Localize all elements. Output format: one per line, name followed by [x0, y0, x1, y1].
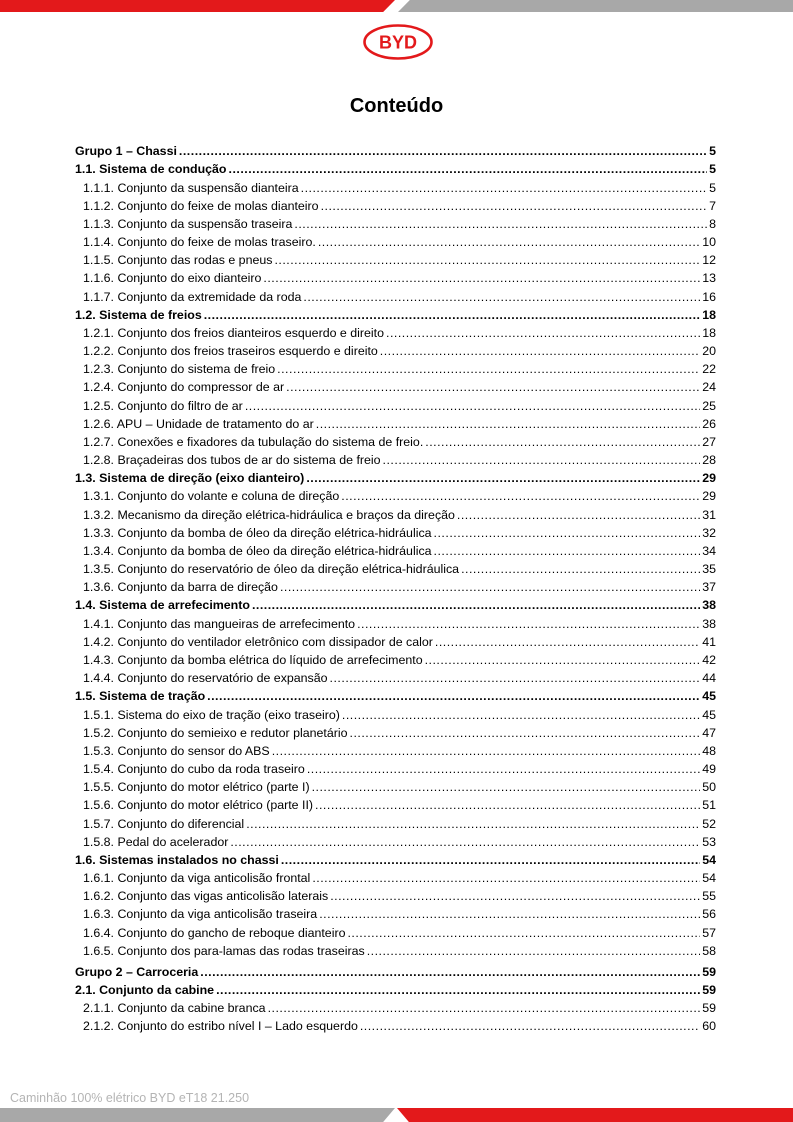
toc-entry-label: 1.5.4. Conjunto do cubo da roda traseiro [83, 762, 305, 777]
toc-page-number: 24 [702, 380, 716, 395]
toc-dot-leader [294, 217, 707, 231]
toc-dot-leader [301, 181, 707, 195]
toc-section-entry[interactable] [75, 594, 716, 612]
toc-section-entry[interactable] [75, 849, 716, 867]
footer-text: Caminhão 100% elétrico BYD eT18 21.250 [10, 1091, 250, 1105]
toc-item-entry[interactable] [75, 903, 716, 921]
toc-page-number: 45 [702, 707, 716, 722]
toc-page-number: 42 [702, 652, 716, 667]
toc-dot-leader [434, 544, 701, 558]
toc-dot-leader [280, 580, 700, 594]
toc-item-entry[interactable] [75, 740, 716, 758]
toc-page-number: 31 [702, 507, 716, 522]
toc-item-entry[interactable] [75, 612, 716, 630]
toc-page-number: 26 [702, 416, 716, 431]
toc-page-number: 59 [702, 964, 716, 979]
toc-item-entry[interactable] [75, 176, 716, 194]
header-red-band [0, 0, 395, 12]
toc-item-entry[interactable] [75, 267, 716, 285]
toc-dot-leader [263, 271, 700, 285]
toc-page-number: 47 [702, 725, 716, 740]
toc-page-number: 37 [702, 580, 716, 595]
toc-dot-leader [457, 508, 700, 522]
toc-dot-leader [315, 798, 700, 812]
toc-item-entry[interactable] [75, 322, 716, 340]
toc-item-entry[interactable] [75, 649, 716, 667]
toc-dot-leader [252, 598, 700, 612]
toc-page-number: 10 [702, 235, 716, 250]
toc-page-number: 5 [709, 180, 716, 195]
toc-page-number: 25 [702, 398, 716, 413]
toc-item-entry[interactable] [75, 758, 716, 776]
toc-entry-label: 1.3.1. Conjunto do volante e coluna de direção [83, 489, 340, 504]
toc-page-number: 44 [702, 671, 716, 686]
toc-dot-leader [357, 617, 700, 631]
toc-entry-label: 1.1.3. Conjunto da suspensão traseira [83, 216, 293, 231]
toc-dot-leader [277, 362, 700, 376]
toc-page-number: 60 [702, 1019, 716, 1034]
toc-dot-leader [303, 290, 700, 304]
toc-item-entry[interactable] [75, 231, 716, 249]
toc-item-entry[interactable] [75, 831, 716, 849]
toc-entry-label: 2.1. Conjunto da cabine [75, 983, 215, 998]
toc-item-entry[interactable] [75, 249, 716, 267]
toc-entry-label: 1.5.8. Pedal do acelerador [83, 834, 229, 849]
toc-dot-leader [350, 726, 701, 740]
toc-item-entry[interactable] [75, 213, 716, 231]
toc-item-entry[interactable] [75, 503, 716, 521]
toc-entry-label: 2.1.1. Conjunto da cabine branca [83, 1001, 266, 1016]
toc-section-entry[interactable] [75, 685, 716, 703]
footer-red-band [397, 1108, 793, 1122]
toc-page-number: 28 [702, 453, 716, 468]
toc-dot-leader [179, 144, 707, 158]
toc-entry-label: 1.4.1. Conjunto das mangueiras de arrefecimento [83, 616, 356, 631]
toc-page-number: 16 [702, 289, 716, 304]
toc-entry-label: 1.6.5. Conjunto dos para-lamas das rodas traseiras [83, 943, 365, 958]
toc-item-entry[interactable] [75, 540, 716, 558]
toc-group-entry[interactable] [75, 140, 716, 158]
toc-entry-label: 1.5.7. Conjunto do diferencial [83, 816, 245, 831]
toc-page-number: 34 [702, 543, 716, 558]
toc-entry-label: 1.2.2. Conjunto dos freios traseiros esquerdo e direito [83, 344, 378, 359]
toc-entry-label: 1.2.1. Conjunto dos freios dianteiros esquerdo e direito [83, 325, 385, 340]
toc-page-number: 52 [702, 816, 716, 831]
toc-dot-leader [316, 417, 700, 431]
toc-page-number: 48 [702, 743, 716, 758]
toc-section-entry[interactable] [75, 467, 716, 485]
toc-dot-leader [360, 1019, 700, 1033]
toc-page-number: 27 [702, 434, 716, 449]
toc-entry-label: 1.1.7. Conjunto da extremidade da roda [83, 289, 302, 304]
toc-entry-label: 1.2.7. Conexões e fixadores da tubulação do sistema de freio. [83, 434, 424, 449]
toc-page-number: 41 [702, 634, 716, 649]
toc-dot-leader [200, 965, 700, 979]
toc-dot-leader [330, 671, 701, 685]
toc-item-entry[interactable] [75, 812, 716, 830]
toc-dot-leader [312, 871, 700, 885]
table-of-contents [75, 140, 716, 1033]
toc-item-entry[interactable] [75, 667, 716, 685]
toc-dot-leader [229, 162, 708, 176]
toc-page-number: 20 [702, 344, 716, 359]
toc-item-entry[interactable] [75, 558, 716, 576]
toc-page-number: 18 [702, 325, 716, 340]
toc-dot-leader [425, 653, 701, 667]
toc-page-number: 12 [702, 253, 716, 268]
toc-page-number: 54 [702, 871, 716, 886]
toc-dot-leader [435, 635, 700, 649]
toc-entry-label: 1.1.6. Conjunto do eixo dianteiro [83, 271, 262, 286]
toc-item-entry[interactable] [75, 394, 716, 412]
toc-item-entry[interactable] [75, 776, 716, 794]
toc-dot-leader [268, 1001, 701, 1015]
toc-entry-label: 1.5.5. Conjunto do motor elétrico (parte I) [83, 780, 310, 795]
toc-entry-label: 1.1.5. Conjunto das rodas e pneus [83, 253, 273, 268]
toc-page-number: 59 [702, 983, 716, 998]
footer-gray-band [0, 1108, 395, 1122]
toc-item-entry[interactable] [75, 376, 716, 394]
toc-entry-label: 1.1.4. Conjunto do feixe de molas traseiro. [83, 235, 316, 250]
toc-dot-leader [367, 944, 701, 958]
toc-dot-leader [380, 344, 700, 358]
toc-page-number: 58 [702, 943, 716, 958]
toc-item-entry[interactable] [75, 285, 716, 303]
toc-page-number: 56 [702, 907, 716, 922]
toc-page-number: 5 [709, 162, 716, 177]
toc-page-number: 29 [702, 489, 716, 504]
toc-entry-label: 1.3.6. Conjunto da barra de direção [83, 580, 278, 595]
toc-entry-label: 1.4.2. Conjunto do ventilador eletrônico com dissipador de calor [83, 634, 433, 649]
toc-entry-label: 1.1.1. Conjunto da suspensão dianteira [83, 180, 299, 195]
toc-entry-label: 1.1. Sistema de condução [75, 162, 227, 177]
toc-entry-label: 1.3.4. Conjunto da bomba de óleo da direção elétrica-hidráulica [83, 543, 432, 558]
toc-dot-leader [330, 889, 700, 903]
toc-dot-leader [307, 762, 700, 776]
toc-entry-label: 1.2. Sistema de freios [75, 307, 202, 322]
toc-item-entry[interactable] [75, 576, 716, 594]
toc-entry-label: 1.4. Sistema de arrefecimento [75, 598, 250, 613]
toc-entry-label: 2.1.2. Conjunto do estribo nível I – Lado esquerdo [83, 1019, 358, 1034]
toc-entry-label: 1.3. Sistema de direção (eixo dianteiro) [75, 471, 305, 486]
toc-item-entry[interactable] [75, 1015, 716, 1033]
toc-page-number: 59 [702, 1001, 716, 1016]
toc-entry-label: 1.1.2. Conjunto do feixe de molas dianteiro [83, 198, 319, 213]
page-title: Conteúdo [349, 95, 444, 117]
toc-group-entry[interactable] [75, 961, 716, 979]
header-gray-band [398, 0, 793, 12]
toc-entry-label: 1.6.1. Conjunto da viga anticolisão frontal [83, 871, 311, 886]
toc-item-entry[interactable] [75, 449, 716, 467]
toc-entry-label: 1.5.3. Conjunto do sensor do ABS [83, 743, 270, 758]
toc-entry-label: 1.2.5. Conjunto do filtro de ar [83, 398, 243, 413]
toc-entry-label: 1.6.3. Conjunto da viga anticolisão traseira [83, 907, 318, 922]
toc-dot-leader [286, 380, 700, 394]
toc-dot-leader [386, 326, 700, 340]
toc-dot-leader [318, 235, 700, 249]
toc-dot-leader [461, 562, 700, 576]
toc-dot-leader [306, 471, 700, 485]
toc-item-entry[interactable] [75, 485, 716, 503]
toc-entry-label: 1.2.8. Braçadeiras dos tubos de ar do sistema de freio [83, 453, 381, 468]
toc-dot-leader [434, 526, 701, 540]
toc-dot-leader [312, 780, 701, 794]
toc-entry-label: 1.3.5. Conjunto do reservatório de óleo da direção elétrica-hidráulica [83, 562, 460, 577]
toc-page-number: 18 [702, 307, 716, 322]
toc-page-number: 29 [702, 471, 716, 486]
toc-item-entry[interactable] [75, 522, 716, 540]
toc-dot-leader [425, 435, 700, 449]
toc-entry-label: 1.5.2. Conjunto do semieixo e redutor planetário [83, 725, 348, 740]
toc-dot-leader [216, 983, 700, 997]
toc-item-entry[interactable] [75, 867, 716, 885]
toc-entry-label: Grupo 1 – Chassi [75, 144, 177, 159]
toc-dot-leader [274, 253, 700, 267]
toc-dot-leader [272, 744, 701, 758]
toc-item-entry[interactable] [75, 631, 716, 649]
toc-dot-leader [207, 689, 700, 703]
toc-item-entry[interactable] [75, 431, 716, 449]
toc-dot-leader [347, 926, 700, 940]
toc-dot-leader [230, 835, 700, 849]
toc-entry-label: 1.3.3. Conjunto da bomba de óleo da direção elétrica-hidráulica [83, 525, 432, 540]
toc-item-entry[interactable] [75, 195, 716, 213]
toc-entry-label: 1.6.4. Conjunto do gancho de reboque dianteiro [83, 925, 346, 940]
toc-item-entry[interactable] [75, 340, 716, 358]
toc-item-entry[interactable] [75, 358, 716, 376]
toc-item-entry[interactable] [75, 885, 716, 903]
toc-page-number: 50 [702, 780, 716, 795]
toc-page-number: 22 [702, 362, 716, 377]
toc-page-number: 57 [702, 925, 716, 940]
toc-entry-label: 1.6. Sistemas instalados no chassi [75, 852, 279, 867]
toc-entry-label: 1.2.3. Conjunto do sistema de freio [83, 362, 276, 377]
toc-page-number: 7 [709, 198, 716, 213]
toc-page-number: 55 [702, 889, 716, 904]
toc-entry-label: 1.5.1. Sistema do eixo de tração (eixo traseiro) [83, 707, 340, 722]
toc-dot-leader [319, 907, 700, 921]
toc-dot-leader [281, 853, 700, 867]
toc-item-entry[interactable] [75, 413, 716, 431]
toc-entry-label: 1.4.3. Conjunto da bomba elétrica do líquido de arrefecimento [83, 652, 423, 667]
toc-section-entry[interactable] [75, 158, 716, 176]
toc-page-number: 51 [702, 798, 716, 813]
toc-entry-label: 1.6.2. Conjunto das vigas anticolisão laterais [83, 889, 329, 904]
toc-item-entry[interactable] [75, 794, 716, 812]
toc-dot-leader [204, 308, 700, 322]
toc-page-number: 53 [702, 834, 716, 849]
toc-section-entry[interactable] [75, 979, 716, 997]
toc-dot-leader [321, 199, 708, 213]
toc-entry-label: 1.3.2. Mecanismo da direção elétrica-hidráulica e braços da direção [83, 507, 455, 522]
byd-logo [362, 22, 434, 62]
toc-item-entry[interactable] [75, 921, 716, 939]
toc-page-number: 38 [702, 616, 716, 631]
toc-entry-label: Grupo 2 – Carroceria [75, 964, 199, 979]
toc-page-number: 35 [702, 562, 716, 577]
toc-dot-leader [383, 453, 701, 467]
toc-page-number: 38 [702, 598, 716, 613]
toc-page-number: 49 [702, 762, 716, 777]
toc-page-number: 13 [702, 271, 716, 286]
toc-entry-label: 1.4.4. Conjunto do reservatório de expansão [83, 671, 328, 686]
logo-text: BYD [378, 32, 418, 53]
toc-entry-label: 1.5. Sistema de tração [75, 689, 206, 704]
toc-item-entry[interactable] [75, 940, 716, 958]
toc-entry-label: 1.2.4. Conjunto do compressor de ar [83, 380, 285, 395]
toc-dot-leader [341, 489, 700, 503]
toc-page-number: 8 [709, 216, 716, 231]
toc-page-number: 45 [702, 689, 716, 704]
toc-page-number: 32 [702, 525, 716, 540]
toc-entry-label: 1.5.6. Conjunto do motor elétrico (parte II) [83, 798, 314, 813]
toc-entry-label: 1.2.6. APU – Unidade de tratamento do ar [83, 416, 314, 431]
toc-dot-leader [246, 817, 700, 831]
toc-page-number: 5 [709, 144, 716, 159]
toc-dot-leader [342, 708, 700, 722]
toc-item-entry[interactable] [75, 703, 716, 721]
toc-item-entry[interactable] [75, 722, 716, 740]
toc-dot-leader [245, 399, 700, 413]
toc-page-number: 54 [702, 852, 716, 867]
toc-item-entry[interactable] [75, 997, 716, 1015]
toc-section-entry[interactable] [75, 304, 716, 322]
